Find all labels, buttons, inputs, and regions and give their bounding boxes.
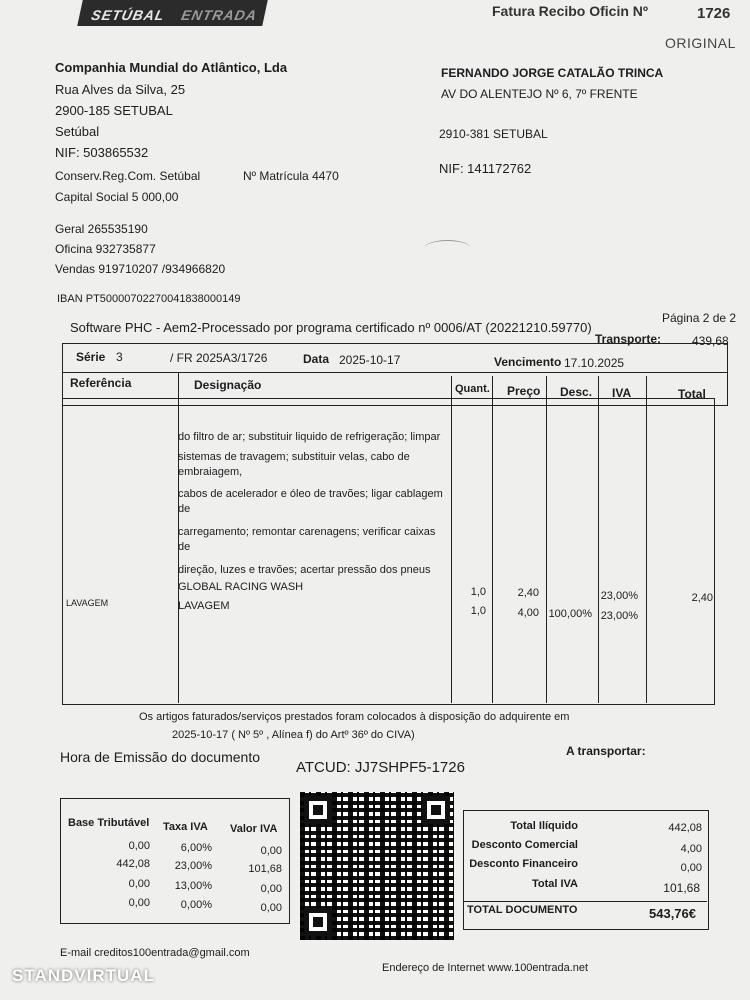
row-iva: 23,00% xyxy=(600,610,638,622)
logo-right-text: ENTRADA xyxy=(179,7,259,23)
logo-left-text: SETÚBAL xyxy=(89,7,167,23)
row-quant: 1,0 xyxy=(470,605,486,617)
transport-label: Transporte: xyxy=(595,332,662,346)
tax-value: 0,00 xyxy=(260,902,282,914)
qr-finder-icon xyxy=(304,908,332,936)
desc-line: embraiagem, xyxy=(178,466,243,478)
vencimento-label: Vencimento xyxy=(494,355,562,369)
atcud: ATCUD: JJ7SHPF5-1726 xyxy=(296,759,465,776)
tax-rate: 13,00% xyxy=(174,880,212,892)
row-preco: 2,40 xyxy=(517,587,539,599)
pen-mark xyxy=(425,240,470,255)
tax-value: 0,00 xyxy=(260,845,282,857)
issuer-street: Rua Alves da Silva, 25 xyxy=(55,82,186,97)
totals-label: Total Ilíquido xyxy=(510,820,578,832)
footer-email: E-mail creditos100entrada@gmail.com xyxy=(60,947,250,959)
a-transportar-label: A transportar: xyxy=(566,744,646,758)
software-certification: Software PHC - Aem2-Processado por programa certificado nº 0006/AT (20221210.59770) xyxy=(70,320,592,335)
total-documento-label: TOTAL DOCUMENTO xyxy=(467,904,578,916)
col-header-desc: Desc. xyxy=(560,385,593,399)
totals-label: Desconto Financeiro xyxy=(469,858,578,870)
tax-rate: 6,00% xyxy=(180,842,212,854)
fr-value: / FR 2025A3/1726 xyxy=(170,351,268,365)
totals-value: 442,08 xyxy=(668,822,702,834)
issuer-matricula: Nº Matrícula 4470 xyxy=(243,169,339,183)
desc-line: do filtro de ar; substituir liquido de refrigeração; limpar xyxy=(178,431,441,443)
qr-code xyxy=(300,792,454,940)
qr-finder-icon xyxy=(422,796,450,824)
tax-rate: 0,00% xyxy=(180,899,212,911)
row-iva: 23,00% xyxy=(600,590,638,602)
document-title: Fatura Recibo Oficin Nº xyxy=(492,3,649,19)
tax-base: 0,00 xyxy=(128,840,150,852)
row-ref: LAVAGEM xyxy=(66,598,109,608)
company-logo xyxy=(77,0,268,26)
client-name: FERNANDO JORGE CATALÃO TRINCA xyxy=(441,66,664,80)
row-desc: 100,00% xyxy=(548,608,592,620)
availability-notice-date: 2025-10-17 ( Nº 5º , Alínea f) do Artº 36º do CIVA) xyxy=(172,729,415,741)
data-value: 2025-10-17 xyxy=(339,353,401,367)
desc-line: carregamento; remontar carenagens; verificar caixas xyxy=(178,526,436,538)
desc-line: de xyxy=(178,503,191,515)
totals-value: 4,00 xyxy=(680,843,702,855)
row-designacao: LAVAGEM xyxy=(178,600,230,612)
issuer-phone-oficina: Oficina 932735877 xyxy=(55,242,156,256)
col-header-iva: IVA xyxy=(612,386,632,400)
hora-emissao: Hora de Emissão do documento xyxy=(60,749,260,765)
totals-value: 0,00 xyxy=(680,862,702,874)
issuer-capital: Capital Social 5 000,00 xyxy=(55,190,179,204)
tax-base: 0,00 xyxy=(128,897,150,909)
issuer-nif: NIF: 503865532 xyxy=(55,145,149,160)
client-nif: NIF: 141172762 xyxy=(439,161,532,176)
tax-value: 101,68 xyxy=(248,863,282,875)
transport-value: 439,68 xyxy=(692,334,729,348)
tax-header-taxa: Taxa IVA xyxy=(163,821,208,833)
tax-rate: 23,00% xyxy=(174,860,212,872)
desc-line: de xyxy=(178,541,191,553)
col-header-designacao: Designação xyxy=(194,378,262,392)
serie-label: Série xyxy=(76,350,106,364)
footer-website: Endereço de Internet www.100entrada.net xyxy=(382,962,589,974)
tax-header-valor: Valor IVA xyxy=(230,823,278,835)
watermark: STANDVIRTUAL xyxy=(12,966,155,985)
col-header-quant: Quant. xyxy=(455,383,490,395)
availability-notice: Os artigos faturados/serviços prestados foram colocados à disposição do adquirente em xyxy=(139,711,570,723)
issuer-city: Setúbal xyxy=(55,124,100,139)
tax-base: 0,00 xyxy=(128,878,150,890)
row-total: 2,40 xyxy=(691,592,713,604)
issuer-iban: IBAN PT50000702270041838000149 xyxy=(57,293,241,305)
col-header-total: Total xyxy=(678,387,706,401)
totals-label: Desconto Comercial xyxy=(471,839,578,851)
issuer-phone-vendas: Vendas 919710207 /934966820 xyxy=(55,262,226,276)
tax-value: 0,00 xyxy=(260,883,282,895)
total-documento-value: 543,76€ xyxy=(649,906,696,921)
data-label: Data xyxy=(303,352,330,366)
totals-value: 101,68 xyxy=(663,881,700,895)
col-header-preco: Preço xyxy=(507,384,541,398)
client-address: AV DO ALENTEJO Nº 6, 7º FRENTE xyxy=(441,87,638,101)
row-preco: 4,00 xyxy=(517,607,539,619)
page-info: Página 2 de 2 xyxy=(662,311,737,325)
issuer-phone-geral: Geral 265535190 xyxy=(55,222,148,236)
row-designacao: GLOBAL RACING WASH xyxy=(178,581,304,593)
qr-finder-icon xyxy=(304,796,332,824)
vencimento-value: 17.10.2025 xyxy=(564,356,625,370)
col-header-referencia: Referência xyxy=(70,376,132,390)
client-postal: 2910-381 SETUBAL xyxy=(439,127,548,141)
serie-value: 3 xyxy=(116,350,123,364)
issuer-conserv: Conserv.Reg.Com. Setúbal xyxy=(55,169,201,183)
row-quant: 1,0 xyxy=(470,586,486,598)
items-body xyxy=(62,398,715,705)
issuer-name: Companhia Mundial do Atlântico, Lda xyxy=(55,60,288,75)
desc-line: cabos de acelerador e óleo de travões; ligar cablagem xyxy=(178,488,443,500)
issuer-postal: 2900-185 SETUBAL xyxy=(55,103,173,118)
totals-label: Total IVA xyxy=(531,878,578,890)
document-number: 1726 xyxy=(697,5,731,22)
desc-line: sistemas de travagem; substituir velas, cabo de xyxy=(178,451,410,463)
desc-line: direção, luzes e travões; acertar pressão dos pneus xyxy=(178,564,431,576)
tax-base: 442,08 xyxy=(116,858,150,870)
document-copy-label: ORIGINAL xyxy=(665,35,736,51)
tax-header-base: Base Tributável xyxy=(68,817,150,829)
